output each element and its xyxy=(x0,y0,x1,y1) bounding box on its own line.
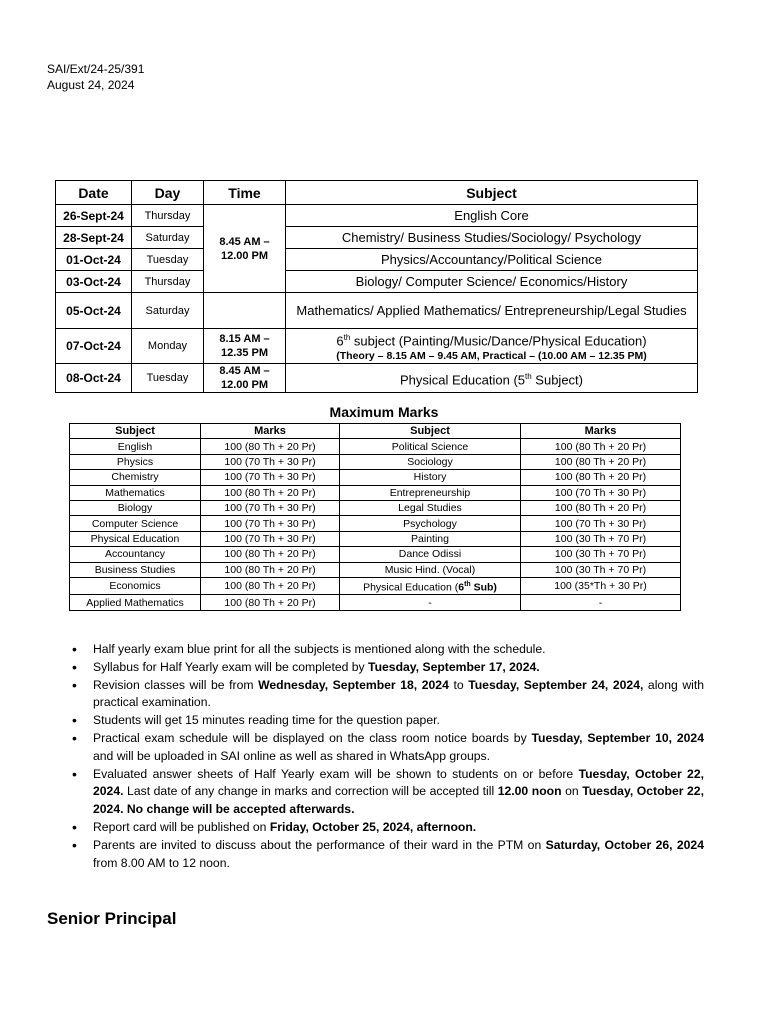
marks-subject-cell: English xyxy=(70,439,201,454)
note-emphasis: Tuesday, October 22, 2024. xyxy=(93,766,704,799)
marks-value-cell: 100 (70 Th + 30 Pr) xyxy=(521,485,681,500)
note-text: Last date of any change in marks and correction will be accepted till xyxy=(123,784,498,799)
header-subject: Subject xyxy=(340,424,521,439)
marks-row xyxy=(70,547,681,562)
marks-row xyxy=(70,500,681,515)
note-emphasis: Friday, October 25, 2024, afternoon. xyxy=(269,819,477,834)
marks-value-cell: 100 (80 Th + 20 Pr) xyxy=(201,547,340,562)
header-day: Day xyxy=(132,181,204,205)
marks-row xyxy=(70,577,681,595)
marks-subject-cell: Chemistry xyxy=(70,470,201,485)
exam-day: Thursday xyxy=(132,271,204,293)
marks-subject-cell: Dance Odissi xyxy=(340,547,521,562)
subject-rest: Subject) xyxy=(531,372,583,388)
exam-subject: Physics/Accountancy/Political Science xyxy=(286,249,698,271)
signature: Senior Principal xyxy=(47,909,177,928)
exam-time: 8.15 AM – 12.35 PM xyxy=(204,329,286,364)
marks-row xyxy=(70,595,681,610)
marks-row xyxy=(70,562,681,577)
marks-subject-cell: Psychology xyxy=(340,516,521,531)
maximum-marks-title: Maximum Marks xyxy=(329,404,439,420)
marks-value-cell: 100 (80 Th + 20 Pr) xyxy=(201,439,340,454)
note-item xyxy=(72,819,704,837)
marks-value-cell: 100 (80 Th + 20 Pr) xyxy=(521,454,681,469)
marks-value-cell: 100 (80 Th + 20 Pr) xyxy=(521,439,681,454)
marks-header-row xyxy=(70,424,681,439)
marks-row xyxy=(70,439,681,454)
note-item xyxy=(72,766,704,819)
exam-time: 8.45 AM – 12.00 PM xyxy=(204,364,286,393)
marks-row xyxy=(70,454,681,469)
marks-value-cell: 100 (35*Th + 30 Pr) xyxy=(521,577,681,595)
marks-subject-cell: Biology xyxy=(70,500,201,515)
marks-value-cell: 100 (70 Th + 30 Pr) xyxy=(201,470,340,485)
exam-day: Monday xyxy=(132,329,204,364)
note-text: Revision classes will be from xyxy=(93,677,259,692)
marks-row xyxy=(70,516,681,531)
exam-day: Saturday xyxy=(132,293,204,329)
note-text: Students will get 15 minutes reading time for the question paper. xyxy=(93,713,440,728)
reference-block xyxy=(47,61,144,93)
exam-time-empty xyxy=(204,293,286,329)
note-text: and will be uploaded in SAI online as well as shared in WhatsApp groups. xyxy=(93,748,491,763)
subject-ordinal: th xyxy=(343,333,351,342)
subject-rest: subject (Painting/Music/Dance/Physical Education) xyxy=(350,333,647,349)
marks-subject-cell: Applied Mathematics xyxy=(70,595,201,610)
marks-value-cell: 100 (80 Th + 20 Pr) xyxy=(201,485,340,500)
exam-subject: English Core xyxy=(286,205,698,227)
marks-value-cell: - xyxy=(521,595,681,610)
note-text: to xyxy=(448,677,469,692)
exam-subject: Biology/ Computer Science/ Economics/History xyxy=(286,271,698,293)
exam-schedule-table xyxy=(55,180,698,393)
note-item xyxy=(72,730,704,766)
note-text: Practical exam schedule will be displayed on the class room notice boards by xyxy=(93,730,532,745)
header-date: Date xyxy=(56,181,132,205)
note-item xyxy=(72,641,704,659)
marks-subject-cell: Physics xyxy=(70,454,201,469)
header-subject: Subject xyxy=(286,181,698,205)
header-marks: Marks xyxy=(521,424,681,439)
note-item xyxy=(72,677,704,713)
marks-subject-cell: Sociology xyxy=(340,454,521,469)
marks-subject-cell: Painting xyxy=(340,531,521,546)
subject-ordinal: th xyxy=(525,372,532,382)
note-item xyxy=(72,712,704,730)
exam-date: 08-Oct-24 xyxy=(56,364,132,393)
exam-time: 8.45 AM – 12.00 PM xyxy=(204,205,286,293)
marks-subject-cell: Business Studies xyxy=(70,562,201,577)
exam-date: 07-Oct-24 xyxy=(56,329,132,364)
header-marks: Marks xyxy=(201,424,340,439)
marks-value-cell: 100 (30 Th + 70 Pr) xyxy=(521,547,681,562)
pe6-prefix: Physical Education ( xyxy=(363,581,459,594)
marks-value-cell: 100 (80 Th + 20 Pr) xyxy=(521,470,681,485)
marks-value-cell: 100 (30 Th + 70 Pr) xyxy=(521,531,681,546)
marks-subject-cell: Economics xyxy=(70,577,201,595)
exam-subject xyxy=(286,329,698,364)
marks-value-cell: 100 (70 Th + 30 Pr) xyxy=(201,531,340,546)
marks-value-cell: 100 (80 Th + 20 Pr) xyxy=(201,577,340,595)
note-emphasis: Tuesday, September 24, 2024, xyxy=(468,677,644,692)
schedule-row xyxy=(56,205,698,227)
marks-value-cell: 100 (70 Th + 30 Pr) xyxy=(201,454,340,469)
letter-date: August 24, 2024 xyxy=(47,78,135,92)
marks-value-cell: 100 (70 Th + 30 Pr) xyxy=(201,500,340,515)
note-text: Report card will be published on xyxy=(93,819,270,834)
marks-subject-cell: History xyxy=(340,470,521,485)
note-emphasis: 12.00 noon xyxy=(497,784,562,799)
marks-value-cell: 100 (80 Th + 20 Pr) xyxy=(521,500,681,515)
note-text: from 8.00 AM to 12 noon. xyxy=(93,855,230,870)
note-text: Half yearly exam blue print for all the subjects is mentioned along with the schedule. xyxy=(93,642,546,656)
marks-row xyxy=(70,470,681,485)
subject-timing-note: (Theory – 8.15 AM – 9.45 AM, Practical – (10.00 AM – 12.35 PM) xyxy=(336,350,647,363)
exam-subject xyxy=(286,364,698,393)
notes-list xyxy=(72,641,704,872)
exam-date: 01-Oct-24 xyxy=(56,249,132,271)
note-item xyxy=(72,659,704,677)
note-text: Parents are invited to discuss about the performance of their ward in the PTM on xyxy=(93,837,546,852)
reference-number: SAI/Ext/24-25/391 xyxy=(47,62,145,76)
note-emphasis: Tuesday, September 17, 2024. xyxy=(368,659,540,674)
schedule-header-row xyxy=(56,181,698,205)
marks-value-cell: 100 (80 Th + 20 Pr) xyxy=(201,595,340,610)
schedule-row xyxy=(56,364,698,393)
exam-date: 03-Oct-24 xyxy=(56,271,132,293)
pe6-suffix: Sub) xyxy=(470,581,497,594)
subject-prefix: Physical Education (5 xyxy=(400,372,526,388)
note-text: Evaluated answer sheets of Half Yearly exam will be shown to students on or before xyxy=(93,766,579,781)
marks-subject-cell: Accountancy xyxy=(70,547,201,562)
schedule-row xyxy=(56,227,698,249)
marks-subject-cell xyxy=(340,577,521,595)
marks-subject-cell: Legal Studies xyxy=(340,500,521,515)
marks-subject-cell: Music Hind. (Vocal) xyxy=(340,562,521,577)
note-emphasis: Tuesday, September 10, 2024 xyxy=(531,730,704,745)
schedule-row xyxy=(56,249,698,271)
exam-subject: Mathematics/ Applied Mathematics/ Entrepreneurship/Legal Studies xyxy=(286,293,698,329)
note-emphasis: Wednesday, September 18, 2024 xyxy=(258,677,449,692)
marks-row xyxy=(70,485,681,500)
exam-day: Thursday xyxy=(132,205,204,227)
marks-value-cell: 100 (70 Th + 30 Pr) xyxy=(201,516,340,531)
note-text: along with practical examination. xyxy=(93,677,704,710)
header-subject: Subject xyxy=(70,424,201,439)
subject-prefix: 6 xyxy=(336,333,344,349)
exam-day: Tuesday xyxy=(132,364,204,393)
marks-body xyxy=(70,439,681,610)
marks-subject-cell: Entrepreneurship xyxy=(340,485,521,500)
marks-subject-cell: Physical Education xyxy=(70,531,201,546)
header-time: Time xyxy=(204,181,286,205)
exam-date: 26-Sept-24 xyxy=(56,205,132,227)
exam-day: Tuesday xyxy=(132,249,204,271)
marks-value-cell: 100 (70 Th + 30 Pr) xyxy=(521,516,681,531)
note-text: on xyxy=(561,784,583,799)
pe6-ordinal: th xyxy=(464,580,471,588)
marks-subject-cell: Computer Science xyxy=(70,516,201,531)
pe6-number: 6 xyxy=(458,581,465,594)
exam-date: 28-Sept-24 xyxy=(56,227,132,249)
exam-subject: Chemistry/ Business Studies/Sociology/ Psychology xyxy=(286,227,698,249)
maximum-marks-table xyxy=(69,423,681,611)
marks-value-cell: 100 (80 Th + 20 Pr) xyxy=(201,562,340,577)
exam-day: Saturday xyxy=(132,227,204,249)
note-item xyxy=(72,837,704,873)
note-text: Syllabus for Half Yearly exam will be completed by xyxy=(93,659,369,674)
schedule-row xyxy=(56,271,698,293)
marks-value-cell: 100 (30 Th + 70 Pr) xyxy=(521,562,681,577)
note-emphasis: Saturday, October 26, 2024 xyxy=(545,837,704,852)
exam-date: 05-Oct-24 xyxy=(56,293,132,329)
schedule-row xyxy=(56,293,698,329)
note-emphasis: Tuesday, October 22, 2024. No change will be accepted afterwards. xyxy=(93,784,704,817)
marks-subject-cell: Political Science xyxy=(340,439,521,454)
schedule-row xyxy=(56,329,698,364)
marks-row xyxy=(70,531,681,546)
marks-subject-cell: Mathematics xyxy=(70,485,201,500)
marks-subject-cell: - xyxy=(340,595,521,610)
